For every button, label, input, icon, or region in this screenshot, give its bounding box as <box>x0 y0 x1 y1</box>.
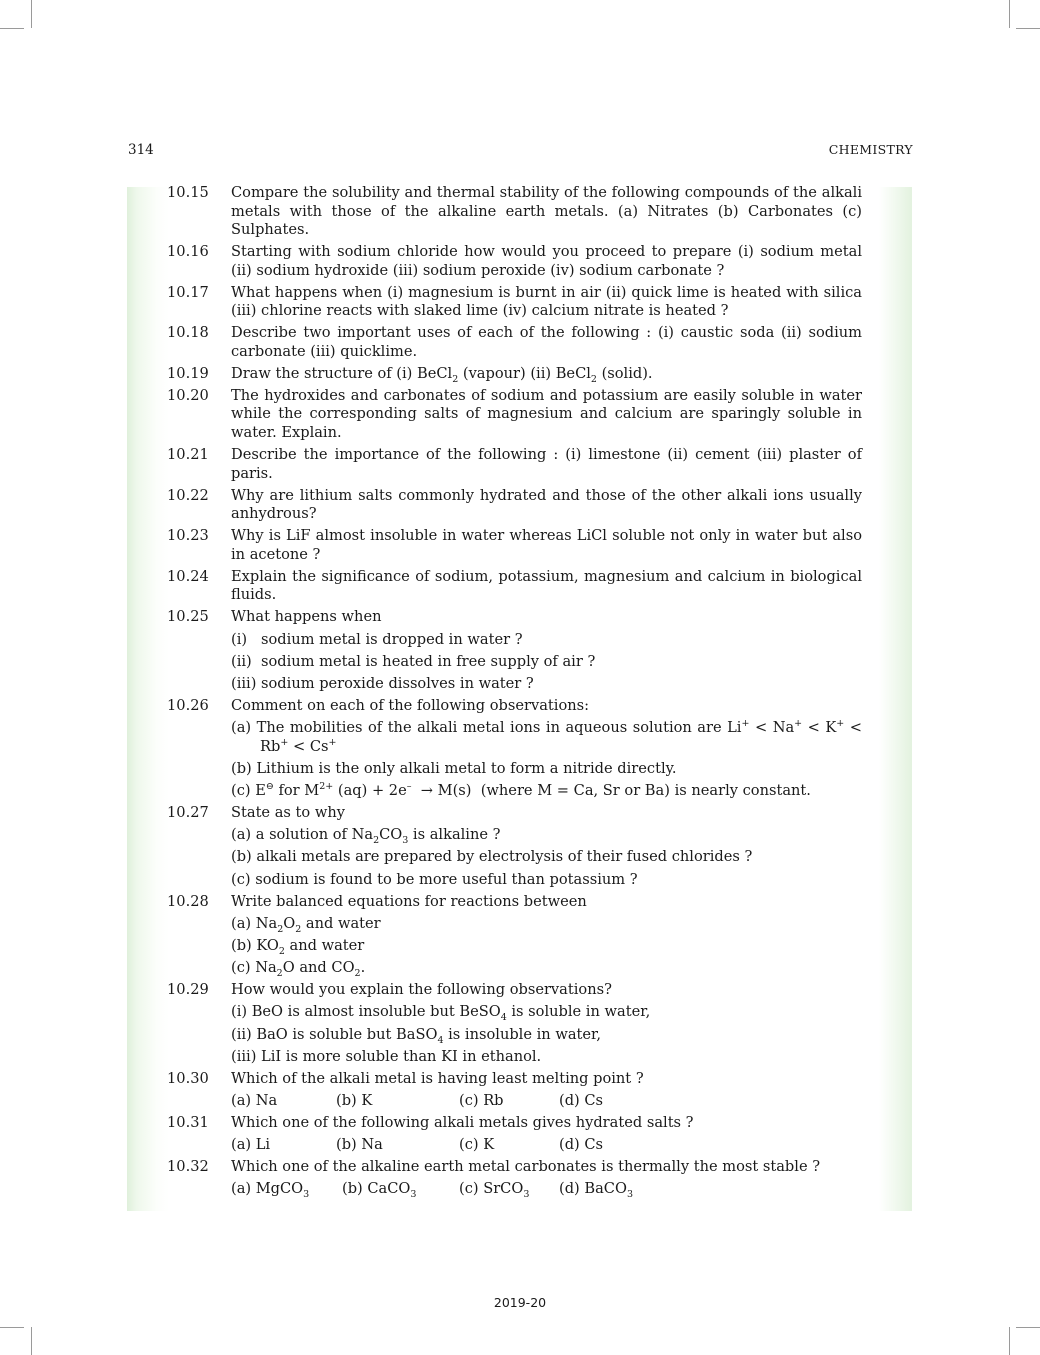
page-number: 314 <box>128 142 154 158</box>
question-10-31 <box>167 1114 862 1155</box>
question-text: How would you explain the following observations? <box>231 981 612 999</box>
crop-mark <box>1009 0 1010 28</box>
superscript: + <box>741 718 750 730</box>
text-run: < Cs <box>288 737 329 755</box>
subscript: 3 <box>303 1189 310 1201</box>
text-run: (c) E <box>231 782 266 800</box>
sub-item <box>231 782 862 801</box>
option-c: (c) Rb <box>459 1091 504 1109</box>
text-run: . <box>360 959 366 977</box>
text-run: (a) The mobilities of the alkali metal ions in aqueous solution are Li <box>231 719 742 737</box>
option-c: (c) K <box>459 1136 495 1154</box>
sub-item <box>231 1026 862 1045</box>
option-d: (d) Cs <box>559 1091 604 1109</box>
text-run: (a) Na <box>231 914 278 932</box>
text-run: < Na <box>749 719 795 737</box>
sub-item <box>231 937 862 956</box>
crop-mark <box>0 1327 24 1328</box>
question-number: 10.22 <box>167 486 209 504</box>
question-number: 10.21 <box>167 446 209 464</box>
question-number: 10.23 <box>167 527 209 545</box>
text-run: is alkaline ? <box>408 826 501 844</box>
superscript: + <box>794 718 803 730</box>
question-text: What happens when <box>231 608 382 626</box>
text-run: < Rb <box>260 719 862 755</box>
option-d <box>559 1180 633 1199</box>
question-text: Compare the solubility and thermal stability of the following compounds of the alkali metals with those of the alkaline earth metals. (a) Nitrates (b) Carbonates (c) Sulphates. <box>231 184 862 239</box>
question-number: 10.31 <box>167 1113 209 1131</box>
text-run: (b) CaCO <box>342 1180 411 1198</box>
subscript: 3 <box>402 835 409 847</box>
text-run: < K <box>802 719 837 737</box>
question-number: 10.18 <box>167 324 209 342</box>
subscript: 2 <box>373 835 380 847</box>
sub-item: (i) sodium metal is dropped in water ? <box>231 630 523 648</box>
text-run: (a) MgCO <box>231 1180 304 1198</box>
question-number: 10.28 <box>167 892 209 910</box>
crop-mark <box>0 28 24 29</box>
question-10-21 <box>167 446 862 483</box>
question-number: 10.15 <box>167 184 209 201</box>
question-10-19 <box>167 365 862 384</box>
question-10-27 <box>167 804 862 889</box>
question-text: Which one of the following alkali metals gives hydrated salts ? <box>231 1113 694 1131</box>
subscript: 4 <box>500 1012 507 1024</box>
question-text: Explain the significance of sodium, potassium, magnesium and calcium in biological fluids. <box>231 567 862 604</box>
superscript: + <box>280 736 289 748</box>
crop-mark <box>1016 28 1040 29</box>
question-10-32 <box>167 1158 862 1199</box>
question-text: Describe the importance of the following : (i) limestone (ii) cement (iii) plaster of paris. <box>231 446 862 482</box>
superscript: 2+ <box>319 781 334 793</box>
text-run: and water <box>284 936 365 954</box>
question-10-16 <box>167 243 862 280</box>
sub-item <box>231 719 862 756</box>
subscript: 2 <box>354 968 361 980</box>
option-b: (b) K <box>336 1091 373 1109</box>
sub-item: (c) sodium is found to be more useful than potassium ? <box>231 870 638 888</box>
text-run: is insoluble in water, <box>443 1025 602 1043</box>
question-number: 10.30 <box>167 1069 209 1087</box>
question-text: Which of the alkali metal is having least melting point ? <box>231 1069 644 1087</box>
subscript: 3 <box>410 1189 417 1201</box>
text-run: and water <box>301 914 381 932</box>
question-number: 10.27 <box>167 804 209 822</box>
option-b <box>342 1180 459 1199</box>
question-text: Describe two important uses of each of the following : (i) caustic soda (ii) sodium carbonate (iii) quicklime. <box>231 324 862 360</box>
question-number: 10.26 <box>167 696 209 714</box>
text-run: (c) SrCO <box>459 1180 524 1198</box>
question-text: The hydroxides and carbonates of sodium and potassium are easily soluble in water while the corresponding salts of magnesium and calcium are sparingly soluble in water. Explain. <box>231 386 862 442</box>
subscript: 2 <box>276 968 283 980</box>
question-text: Why are lithium salts commonly hydrated and those of the other alkali ions usually anhydrous? <box>231 486 862 523</box>
option-d: (d) Cs <box>559 1136 604 1154</box>
superscript: – <box>406 781 412 793</box>
question-10-15 <box>167 184 862 240</box>
sub-item: (b) Lithium is the only alkali metal to form a nitride directly. <box>231 759 677 777</box>
subscript: 3 <box>523 1189 530 1201</box>
crop-mark <box>1016 1327 1040 1328</box>
question-10-28 <box>167 893 862 978</box>
text-run: (ii) BaO is soluble but BaSO <box>231 1025 438 1043</box>
sub-item <box>231 915 862 934</box>
answer-options <box>231 1180 862 1199</box>
question-text: State as to why <box>231 804 345 822</box>
sub-item: (iii) LiI is more soluble than KI in ethanol. <box>231 1047 542 1065</box>
subscript: 2 <box>278 945 285 957</box>
text-run: is soluble in water, <box>506 1003 651 1021</box>
question-text: Starting with sodium chloride how would you proceed to prepare (i) sodium metal (ii) sodium hydroxide (iii) sodium peroxide (iv) sodium carbonate ? <box>231 243 862 279</box>
text-run: O <box>283 914 296 932</box>
sub-item <box>231 1003 862 1022</box>
text-run: Draw the structure of (i) BeCl <box>231 364 453 382</box>
text-run: for M <box>273 782 320 800</box>
question-number: 10.32 <box>167 1158 209 1176</box>
option-a: (a) Li <box>231 1136 271 1154</box>
superscript: + <box>836 718 845 730</box>
question-text: Which one of the alkaline earth metal carbonates is thermally the most stable ? <box>231 1158 821 1176</box>
question-text: Why is LiF almost insoluble in water whereas LiCl soluble not only in water but also in acetone ? <box>231 527 862 563</box>
crop-mark <box>31 1327 32 1355</box>
question-10-20 <box>167 387 862 443</box>
question-number: 10.24 <box>167 567 209 585</box>
option-b: (b) Na <box>336 1136 383 1154</box>
question-number: 10.17 <box>167 283 209 301</box>
question-text: Comment on each of the following observations: <box>231 696 590 714</box>
question-10-26 <box>167 697 862 801</box>
question-number: 10.20 <box>167 386 209 404</box>
sub-item <box>231 959 862 978</box>
text-run: (aq) + 2e <box>333 782 407 800</box>
text-run: (solid). <box>596 364 653 382</box>
question-text <box>231 365 862 384</box>
answer-options <box>231 1136 862 1155</box>
question-10-22 <box>167 487 862 524</box>
question-10-23 <box>167 527 862 564</box>
question-10-30 <box>167 1070 862 1111</box>
subscript: 2 <box>295 923 302 935</box>
sub-item: (b) alkali metals are prepared by electrolysis of their fused chlorides ? <box>231 848 753 866</box>
text-run: (d) BaCO <box>559 1180 627 1198</box>
subscript: 2 <box>452 373 459 385</box>
option-a <box>231 1180 342 1199</box>
subscript: 2 <box>590 373 597 385</box>
text-run: CO <box>379 826 403 844</box>
subscript: 4 <box>437 1034 444 1046</box>
question-text: Write balanced equations for reactions between <box>231 892 587 910</box>
footer-year: 2019-20 <box>493 1295 547 1310</box>
question-10-18 <box>167 324 862 361</box>
question-number: 10.29 <box>167 981 209 999</box>
sub-item: (iii) sodium peroxide dissolves in water ? <box>231 674 534 692</box>
option-a: (a) Na <box>231 1091 278 1109</box>
question-number: 10.16 <box>167 243 209 261</box>
exercise-list <box>167 184 862 1202</box>
text-run: (vapour) (ii) BeCl <box>458 364 591 382</box>
subscript: 2 <box>277 923 284 935</box>
text-run: O and CO <box>282 959 355 977</box>
answer-options <box>231 1092 862 1111</box>
question-10-24 <box>167 568 862 605</box>
sub-item: (ii) sodium metal is heated in free supply of air ? <box>231 652 596 670</box>
superscript: ⊖ <box>265 781 274 793</box>
question-number: 10.25 <box>167 608 209 626</box>
question-10-17 <box>167 284 862 321</box>
option-c <box>459 1180 559 1199</box>
question-10-29 <box>167 981 862 1066</box>
running-title: CHEMISTRY <box>828 142 913 157</box>
text-run: (b) KO <box>231 936 279 954</box>
question-text: What happens when (i) magnesium is burnt in air (ii) quick lime is heated with silica (iii) chlorine reacts with slaked lime (iv) calcium nitrate is heated ? <box>231 283 862 320</box>
superscript: + <box>328 736 337 748</box>
crop-mark <box>31 0 32 28</box>
question-number: 10.19 <box>167 364 209 382</box>
text-run: → M(s) (where M = Ca, Sr or Ba) is nearly constant. <box>411 782 811 800</box>
text-run: (a) a solution of Na <box>231 826 374 844</box>
crop-mark <box>1009 1327 1010 1355</box>
text-run: (i) BeO is almost insoluble but BeSO <box>231 1003 501 1021</box>
sub-item <box>231 826 862 845</box>
question-10-25 <box>167 608 862 693</box>
subscript: 3 <box>626 1189 633 1201</box>
text-run: (c) Na <box>231 959 277 977</box>
